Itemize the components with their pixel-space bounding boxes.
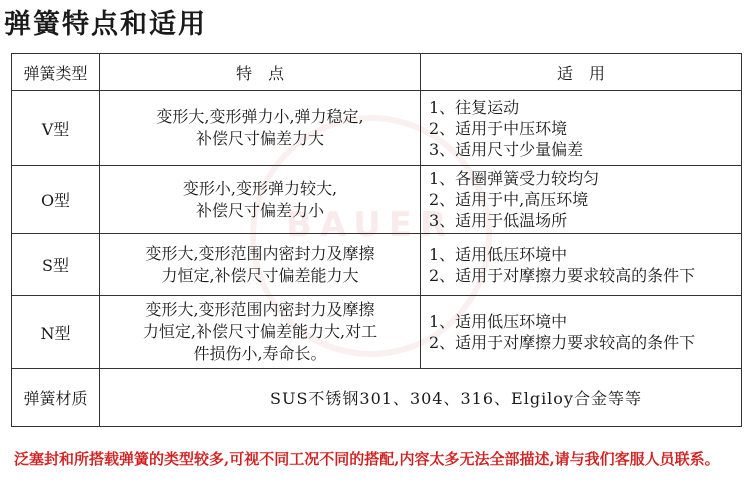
use-line: 1、适用低压环境中 (429, 312, 568, 331)
material-row (12, 369, 742, 427)
use-line: 1、往复运动 (429, 97, 520, 117)
uses-cell (421, 91, 742, 166)
use-line: 2、适用于对摩擦力要求较高的条件下 (429, 333, 696, 352)
header-uses: 适 用 (421, 54, 742, 91)
use-line: 1、适用低压环境中 (429, 244, 568, 264)
material-value: SUS不锈钢301、304、316、Elgiloy合金等等 (100, 369, 742, 427)
features-cell (100, 234, 421, 296)
use-line: 1、各圈弹簧受力较均匀 (429, 169, 600, 188)
features-cell (100, 296, 421, 369)
table-row (12, 234, 742, 296)
use-line: 2、适用于中压环境 (429, 118, 568, 138)
contact-note: 泛塞封和所搭载弹簧的类型较多,可视不同工况不同的搭配,内容太多无法全部描述,请与我们客服人员联系。 (14, 450, 720, 468)
uses-cell (421, 296, 742, 369)
spring-type: N型 (12, 296, 100, 369)
spring-spec-table (11, 53, 742, 427)
spring-type: S型 (12, 234, 100, 296)
use-line: 2、适用于中,高压环境 (429, 190, 589, 209)
feature-line: 件损伤小,寿命长。 (193, 344, 327, 363)
table-row (12, 296, 742, 369)
feature-line: 变形大,变形弹力小,弹力稳定, (156, 107, 364, 126)
features-cell (100, 166, 421, 234)
table-row (12, 166, 742, 234)
header-features: 特 点 (100, 54, 421, 91)
features-cell (100, 91, 421, 166)
feature-line: 补偿尺寸偏差力小 (195, 200, 324, 220)
watermark-text: BAUER (286, 205, 455, 245)
table-row (12, 91, 742, 166)
material-label: 弹簧材质 (12, 369, 100, 427)
use-line: 3、适用于低温场所 (429, 211, 568, 230)
feature-line: 变形小,变形弹力较大, (182, 178, 338, 198)
feature-line: 变形大,变形范围内密封力及摩擦 (145, 300, 375, 319)
spring-type: V型 (12, 91, 100, 166)
page-title: 弹簧特点和适用 (4, 9, 207, 40)
uses-cell (421, 166, 742, 234)
header-type: 弹簧类型 (12, 54, 100, 91)
spring-type: O型 (12, 166, 100, 234)
use-line: 2、适用于对摩擦力要求较高的条件下 (429, 265, 696, 285)
feature-line: 力恒定,补偿尺寸偏差能力大 (161, 265, 359, 285)
feature-line: 力恒定,补偿尺寸偏差能力大,对工 (142, 322, 378, 341)
feature-line: 变形大,变形范围内密封力及摩擦 (145, 243, 375, 263)
feature-line: 补偿尺寸偏差力大 (195, 129, 324, 148)
use-line: 3、适用尺寸少量偏差 (429, 139, 584, 159)
uses-cell (421, 234, 742, 296)
table-header-row (12, 54, 742, 91)
